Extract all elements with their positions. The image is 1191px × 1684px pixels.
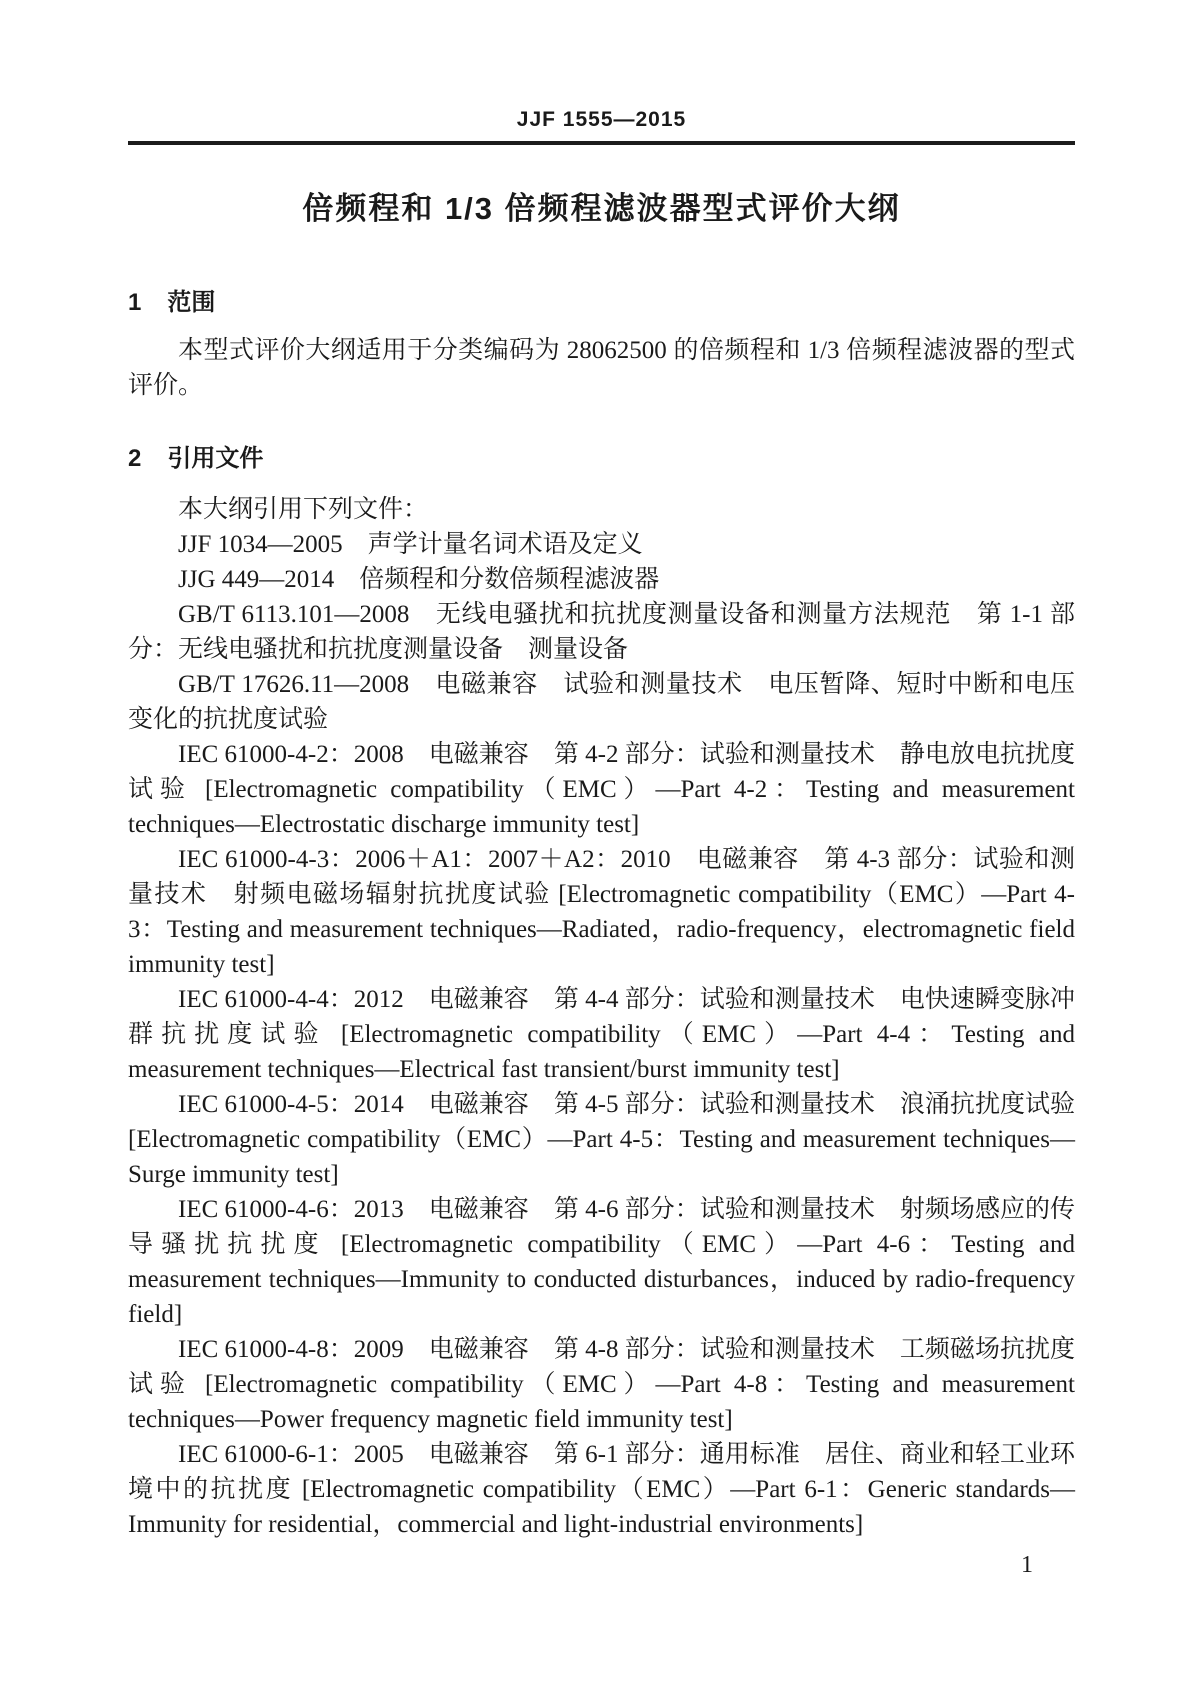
section-2-body — [128, 492, 1075, 1542]
reference-item: GB/T 17626.11—2008 电磁兼容 试验和测量技术 电压暂降、短时中断和电压变化的抗扰度试验 — [128, 671, 1075, 733]
reference-item: GB/T 6113.101—2008 无线电骚扰和抗扰度测量设备和测量方法规范 第 1-1 部分：无线电骚扰和抗扰度测量设备 测量设备 — [128, 601, 1075, 663]
reference-item: IEC 61000-4-3：2006＋A1：2007＋A2：2010 电磁兼容 第 4-3 部分：试验和测量技术 射频电磁场辐射抗扰度试验 [Electromagnetic compatibility（EMC）—Part 4-3：Testing and measurement techniques—Radiated，radio-frequency，electromagnetic field immunity test] — [128, 846, 1075, 978]
reference-item: IEC 61000-6-1：2005 电磁兼容 第 6-1 部分：通用标准 居住、商业和轻工业环境中的抗扰度 [Electromagnetic compatibility（EMC）—Part 6-1：Generic standards—Immunity for residential，commercial and light-industrial environments] — [128, 1441, 1075, 1538]
scope-paragraph: 本型式评价大纲适用于分类编码为 28062500 的倍频程和 1/3 倍频程滤波器的型式评价。 — [128, 337, 1075, 399]
page-header — [128, 108, 1075, 145]
section-1-heading — [128, 289, 1075, 317]
reference-item: JJF 1034—2005 声学计量名词术语及定义 — [178, 531, 643, 558]
reference-item: IEC 61000-4-5：2014 电磁兼容 第 4-5 部分：试验和测量技术 浪涌抗扰度试验 [Electromagnetic compatibility（EMC）—Part 4-5：Testing and measurement techniques—Surge immunity test] — [128, 1091, 1075, 1188]
section-2-heading — [128, 445, 1075, 473]
reference-item: IEC 61000-4-6：2013 电磁兼容 第 4-6 部分：试验和测量技术 射频场感应的传导骚扰抗扰度 [Electromagnetic compatibility（EMC）—Part 4-6：Testing and measurement techniques—Immunity to conducted disturbances，induced by radio-frequency field] — [128, 1196, 1075, 1328]
standard-code: JJF 1555—2015 — [516, 108, 687, 131]
reference-item: IEC 61000-4-4：2012 电磁兼容 第 4-4 部分：试验和测量技术 电快速瞬变脉冲群抗扰度试验 [Electromagnetic compatibility（EMC）—Part 4-4：Testing and measurement techniques—Electrical fast transient/burst immunity test] — [128, 986, 1075, 1083]
references-intro: 本大纲引用下列文件： — [178, 496, 429, 523]
page-number: 1 — [1021, 1552, 1033, 1578]
reference-item: IEC 61000-4-8：2009 电磁兼容 第 4-8 部分：试验和测量技术 工频磁场抗扰度试验 [Electromagnetic compatibility（EMC）—Part 4-8：Testing and measurement techniques—Power frequency magnetic field immunity test] — [128, 1336, 1075, 1433]
section-1-number: 1 — [128, 289, 142, 316]
section-scope — [128, 289, 1075, 403]
header-rule — [128, 141, 1075, 145]
document-title: 倍频程和 1/3 倍频程滤波器型式评价大纲 — [302, 191, 901, 226]
section-1-body — [128, 333, 1075, 403]
section-2-number: 2 — [128, 445, 142, 472]
section-1-title: 范围 — [167, 289, 216, 316]
section-references — [128, 445, 1075, 1542]
reference-item: IEC 61000-4-2：2008 电磁兼容 第 4-2 部分：试验和测量技术 静电放电抗扰度试验 [Electromagnetic compatibility（EMC）—Part 4-2：Testing and measurement techniques—Electrostatic discharge immunity test] — [128, 741, 1075, 838]
section-2-title: 引用文件 — [167, 445, 264, 472]
reference-item: JJG 449—2014 倍频程和分数倍频程滤波器 — [178, 566, 660, 593]
